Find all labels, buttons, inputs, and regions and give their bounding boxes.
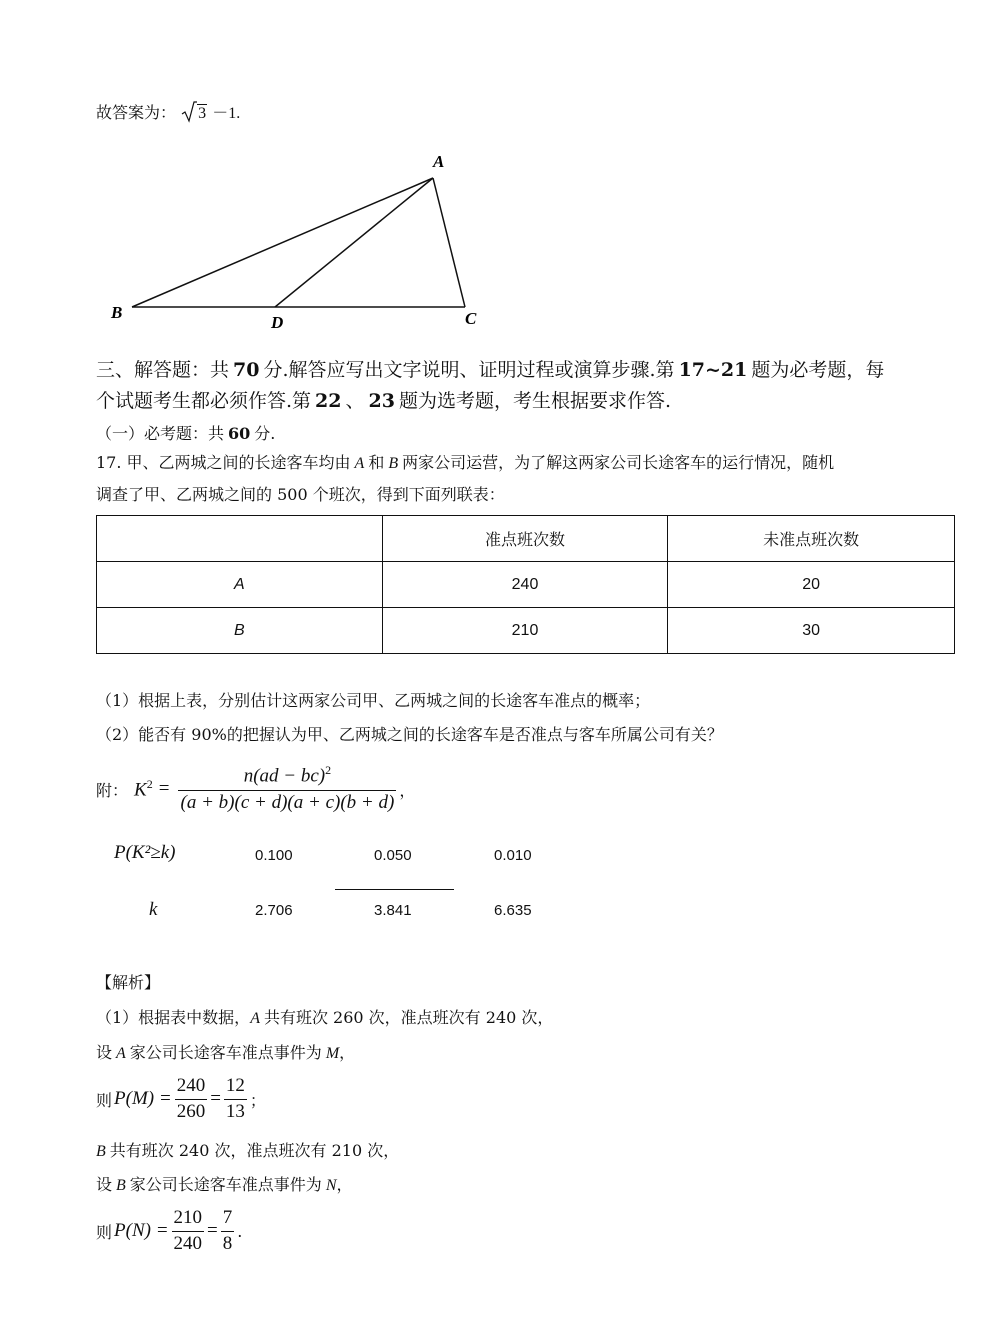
table-header-cell: 准点班次数 — [382, 516, 668, 562]
solution-title: 【解析】 — [96, 973, 161, 992]
k-value: 3.841 — [374, 902, 412, 919]
k-value: 6.635 — [494, 902, 532, 919]
table-cell: 20 — [668, 562, 955, 608]
solution-line-5: 设 B 家公司长途客车准点事件为 N， — [96, 1175, 353, 1194]
formula-equals: = — [158, 778, 170, 799]
row-label-k: k — [149, 899, 158, 920]
table-separator-line — [335, 889, 454, 890]
vertex-label-b: B — [111, 303, 123, 322]
solution-line-4: B 共有班次 240 次，准点班次有 210 次， — [96, 1141, 400, 1160]
formula-prefix: 附： — [96, 780, 129, 800]
formula-lhs: $K^2$ — [134, 776, 153, 801]
vertex-label-a: A — [433, 152, 445, 171]
solution-equation-n: 则 P(N) = $\frac{210}{240}$ = $\frac{7}{8}$ . — [96, 1206, 243, 1254]
table-cell: A — [97, 562, 383, 608]
vertex-label-d: D — [271, 313, 284, 332]
answer-tail: －1. — [212, 105, 241, 122]
probability-value: 0.010 — [494, 847, 532, 864]
question-17-line1: 17. 甲、乙两城之间的长途客车均由 A 和 B 两家公司运营，为了解这两家公司长途客车的运行情况，随机 — [96, 453, 835, 472]
sqrt-icon — [181, 101, 197, 123]
formula-comma: ， — [399, 780, 416, 800]
edge-ac — [433, 178, 465, 307]
question-17-line2: 调查了甲、乙两城之间的 500 个班次，得到下面列联表： — [96, 485, 505, 504]
formula — [96, 760, 415, 818]
part-1: （1）根据上表，分别估计这两家公司甲、乙两城之间的长途客车准点的概率； — [96, 691, 651, 710]
vertex-label-c: C — [465, 309, 477, 328]
k-value: 2.706 — [255, 902, 293, 919]
table-cell: B — [97, 608, 383, 654]
part-2: （2）能否有 90%的把握认为甲、乙两城之间的长途客车是否准点与客车所属公司有关？ — [96, 725, 723, 744]
table-cell: 240 — [382, 562, 668, 608]
table-row — [97, 562, 955, 608]
section-subheading: （一）必考题：共 60 分. — [96, 424, 276, 443]
section-heading-line1: 三、解答题：共 70 分.解答应写出文字说明、证明过程或演算步骤.第 17~21 题为必考题，每 — [96, 359, 885, 381]
formula-fraction: $\frac{n(ad - bc)^2}{(a + b)(c + d)(a + c)(b + d)}$ — [178, 764, 396, 813]
answer-line — [96, 100, 240, 123]
table-header-row — [97, 516, 955, 562]
solution-line-2: 设 A 家公司长途客车准点事件为 M， — [96, 1043, 356, 1062]
section-heading-line2: 个试题考生都必须作答.第 22 、 23 题为选考题，考生根据要求作答. — [96, 390, 672, 412]
row-label-probability: P(K²≥k) — [114, 842, 176, 863]
table-cell: 30 — [668, 608, 955, 654]
table-header-cell: 未准点班次数 — [668, 516, 955, 562]
probability-value: 0.050 — [374, 847, 412, 864]
solution-line-1: （1）根据表中数据，A 共有班次 260 次，准点班次有 240 次， — [96, 1008, 554, 1027]
edge-ba — [132, 178, 433, 307]
table-header-cell — [97, 516, 383, 562]
sqrt-radicand: 3 — [198, 105, 207, 122]
answer-prefix: 故答案为： — [96, 103, 177, 122]
triangle-figure — [100, 148, 500, 338]
edge-ad — [275, 178, 433, 307]
contingency-table — [96, 515, 955, 654]
sqrt-expression — [181, 101, 207, 123]
solution-equation-m: 则 P(M) = $\frac{240}{260}$ = $\frac{12}{13}$ ； — [96, 1074, 266, 1122]
probability-value: 0.100 — [255, 847, 293, 864]
table-row — [97, 608, 955, 654]
table-cell: 210 — [382, 608, 668, 654]
